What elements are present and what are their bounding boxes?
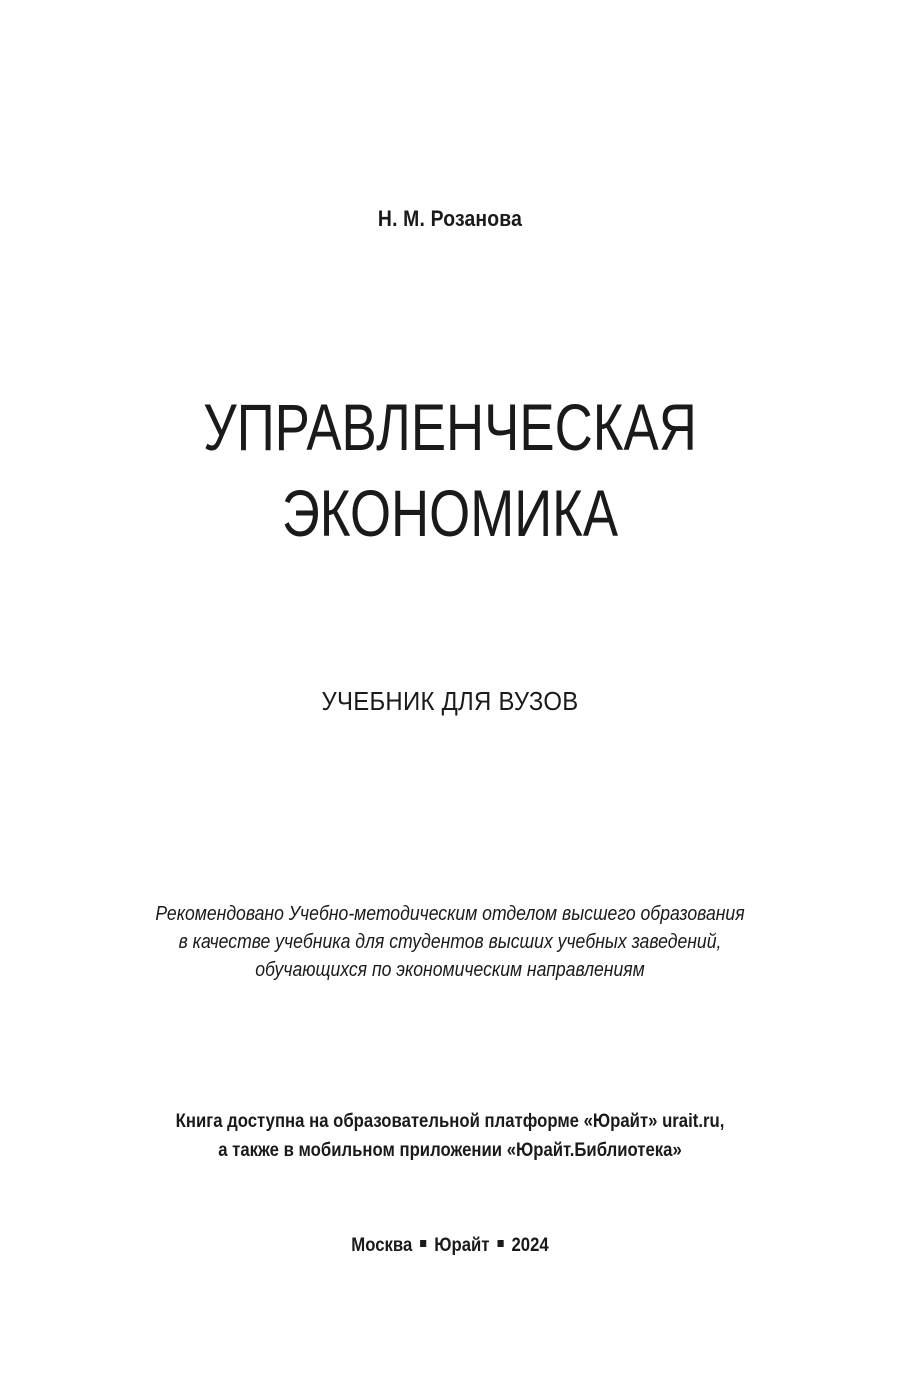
book-subtitle: УЧЕБНИК ДЛЯ ВУЗОВ [321,686,579,716]
separator-square-icon [420,1240,426,1247]
recommendation-note [54,900,846,984]
imprint-publisher: Юрайт [434,1235,490,1256]
recommendation-line-3: обучающихся по экономическим направлениям [255,959,645,981]
book-title-line-2: ЭКОНОМИКА [281,476,619,550]
recommendation-line-1: Рекомендовано Учебно-методическим отделом высшего образования [155,903,745,925]
book-title-line-1: УПРАВЛЕНЧЕСКАЯ [203,390,697,464]
availability-line-1: Книга доступна на образовательной платформе «Юрайт» urait.ru, [175,1111,725,1132]
book-title [90,384,810,556]
availability-line-2: а также в мобильном приложении «Юрайт.Библиотека» [218,1140,682,1161]
availability-note [54,1107,846,1165]
author-name: Н. М. Розанова [377,206,523,231]
separator-square-icon [497,1240,503,1247]
imprint-city: Москва [351,1235,413,1256]
imprint-line [54,1235,846,1257]
imprint-year: 2024 [511,1235,549,1256]
recommendation-line-2: в качестве учебника для студентов высших учебных заведений, [178,931,722,953]
